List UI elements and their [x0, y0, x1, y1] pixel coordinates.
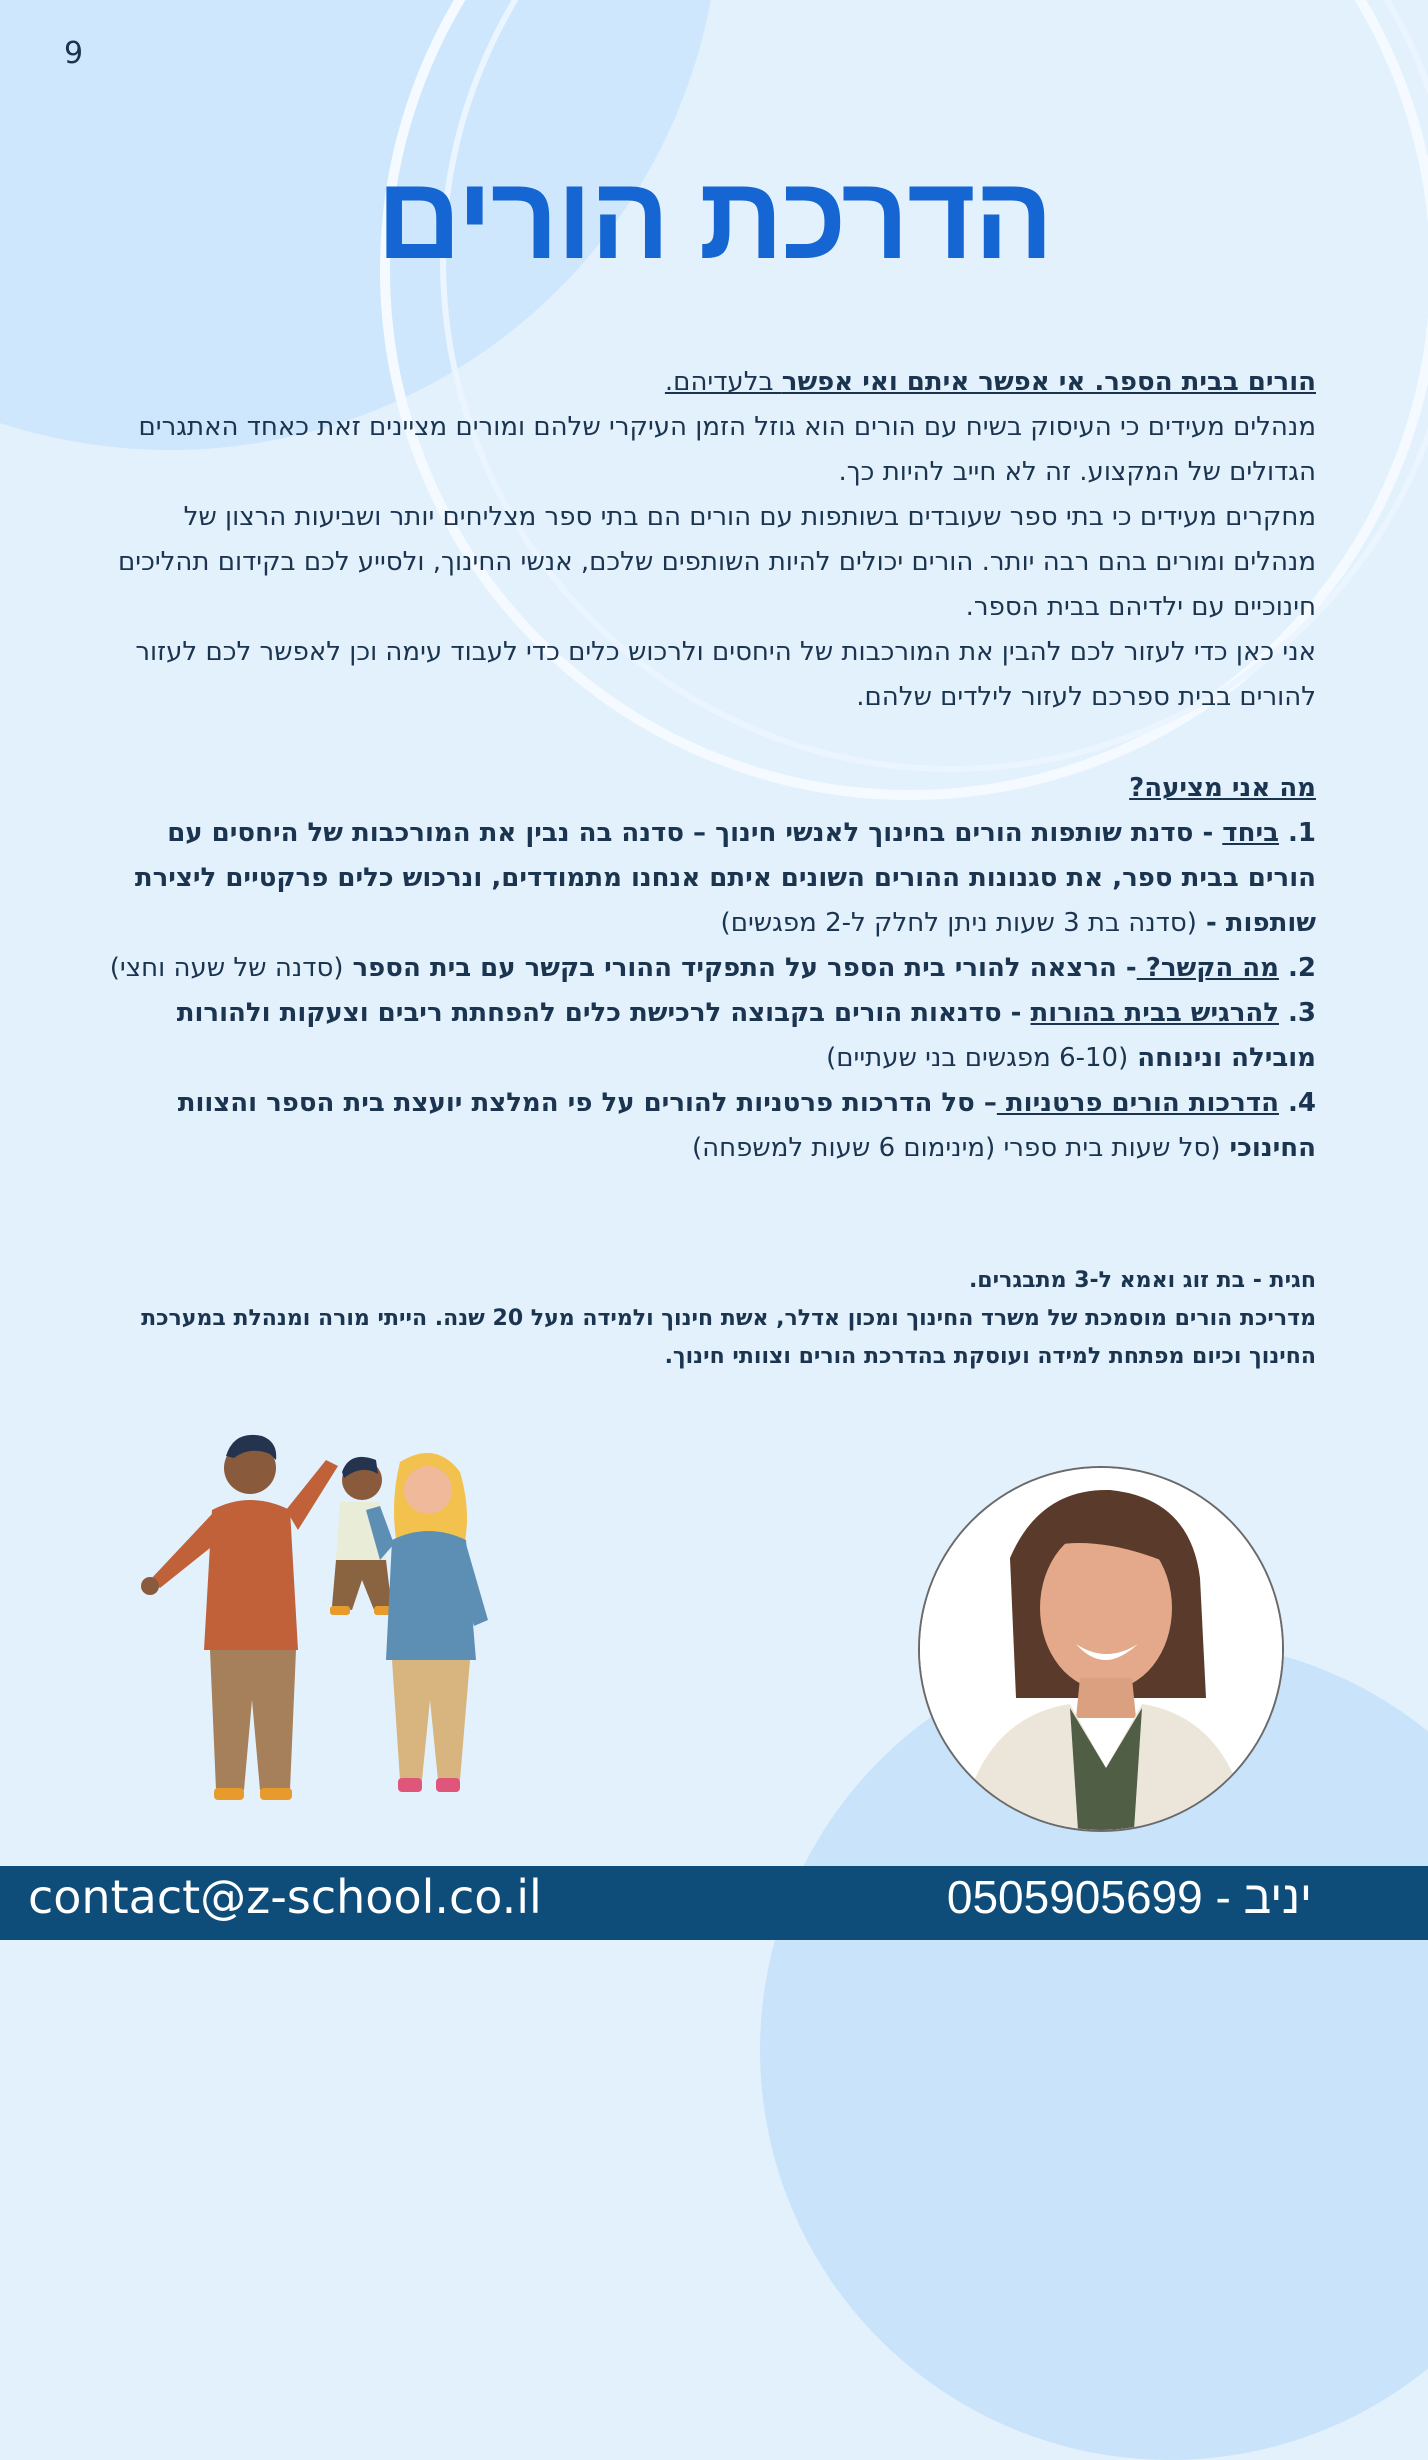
man-right-arm [286, 1460, 338, 1530]
offer-heading: מה אני מציעה? [1129, 773, 1316, 803]
offer-item-link[interactable]: מה הקשר? [1136, 953, 1279, 983]
woman-left-shoe [398, 1778, 422, 1792]
offer-item-link[interactable]: ביחד [1222, 818, 1279, 848]
intro-heading-bold: הורים בבית הספר. אי אפשר איתם ואי אפשר [781, 367, 1316, 397]
page-number: 9 [64, 36, 84, 71]
intro-paragraph-3: אני כאן כדי לעזור לכם להבין את המורכבות של היחסים ולרכוש כלים כדי לעבוד עימה וכן לאפשר לכם לעזור להורים בבית ספרכם לעזור לילדים שלהם. [135, 637, 1316, 712]
main-content [100, 360, 1316, 1171]
man-left-hand [141, 1577, 159, 1595]
offer-item-note: (6-10 מפגשים בני שעתיים) [826, 1043, 1129, 1073]
woman-trousers [392, 1660, 470, 1780]
contact-phone[interactable]: יניב - 0505905699 [946, 1871, 1312, 1923]
child-left-shoe [330, 1606, 350, 1615]
bio [90, 1262, 1316, 1376]
offer-item-3 [100, 991, 1316, 1081]
footer-bar [0, 1866, 1428, 1940]
family-illustration [130, 1410, 510, 1810]
offer-item-number: 3. [1278, 998, 1316, 1028]
offer-item-link[interactable]: להרגיש בבית בהורות [1030, 998, 1279, 1028]
offer-item-description: – סל הדרכות פרטניות להורים על פי המלצת יועצת בית הספר והצוות החינוכי [177, 1088, 1316, 1163]
offer-item-number: 4. [1278, 1088, 1316, 1118]
offer-item-number: 2. [1278, 953, 1316, 983]
man-trousers [210, 1650, 296, 1790]
offer-item-4 [100, 1081, 1316, 1171]
offer-item-description: - הרצאה להורי בית הספר על התפקיד ההורי בקשר עם בית הספר [343, 953, 1137, 983]
offer-item-description: - סדנאות הורים בקבוצה לרכישת כלים להפחתת ריבים וצעקות ולהורות מובילה ונינוחה [176, 998, 1316, 1073]
intro-paragraph-2: מחקרים מעידים כי בתי ספר שעובדים בשותפות עם הורים הם בתי ספר מצליחים יותר ושביעות הרצון של מנהלים ומורים בהם רבה יותר. הורים יכולים להיות השותפים שלכם, אנשי החינוך, ולסייע לכם בקידום תהליכים חינוכיים עם ילדיהם בבית הספר. [118, 502, 1316, 622]
portrait-illustration [920, 1468, 1282, 1830]
offer-item-description: - סדנת שותפות הורים בחינוך לאנשי חינוך – סדנה בה נבין את המורכבות של היחסים עם הורים בבית ספר, את סגנונות ההורים השונים איתם אנחנו מתמודדים, ונרכוש כלים פרקטיים ליצירת שותפות - [134, 818, 1316, 938]
offer-item-link[interactable]: הדרכות הורים פרטניות [996, 1088, 1279, 1118]
man-right-shoe [260, 1788, 292, 1800]
child-trousers [332, 1560, 392, 1610]
bio-line-2: מדריכת הורים מוסמכת של משרד החינוך ומכון אדלר, אשת חינוך ולמידה מעל 20 שנה. הייתי מורה ומנהלת במערכת החינוך וכיום מפתחת למידה ועוסקת בהדרכת הורים וצוותי חינוך. [141, 1306, 1316, 1369]
intro-heading [100, 360, 1316, 405]
woman-head [404, 1466, 452, 1514]
man-left-shoe [214, 1788, 244, 1800]
offer-item-2 [100, 946, 1316, 991]
bio-line-1: חגית - בת זוג ואמא ל-3 מתבגרים. [968, 1268, 1316, 1293]
contact-email[interactable]: contact@z-school.co.il [28, 1870, 542, 1924]
intro-paragraph-1: מנהלים מעידים כי העיסוק בשיח עם הורים הוא גוזל הזמן העיקרי שלהם ומורים מציינים זאת כאחד האתגרים הגדולים של המקצוע. זה לא חייב להיות כך. [138, 412, 1316, 487]
offer-item-note: (סדנה של שעה וחצי) [109, 953, 344, 983]
intro-heading-rest: בלעדיהם. [664, 367, 782, 397]
woman-sweater [386, 1531, 476, 1660]
offer-item-1 [100, 811, 1316, 946]
woman-right-shoe [436, 1778, 460, 1792]
offer-item-number: 1. [1278, 818, 1316, 848]
man-jacket [204, 1500, 298, 1650]
offer-item-note: (סל שעות בית ספרי (מינימום 6 שעות למשפחה) [691, 1133, 1221, 1163]
portrait-neck [1076, 1678, 1136, 1718]
offer-item-note: (סדנה בת 3 שעות ניתן לחלק ל-2 מפגשים) [720, 908, 1197, 938]
profile-photo [920, 1468, 1282, 1830]
page-title: הדרכת הורים [376, 152, 1052, 284]
